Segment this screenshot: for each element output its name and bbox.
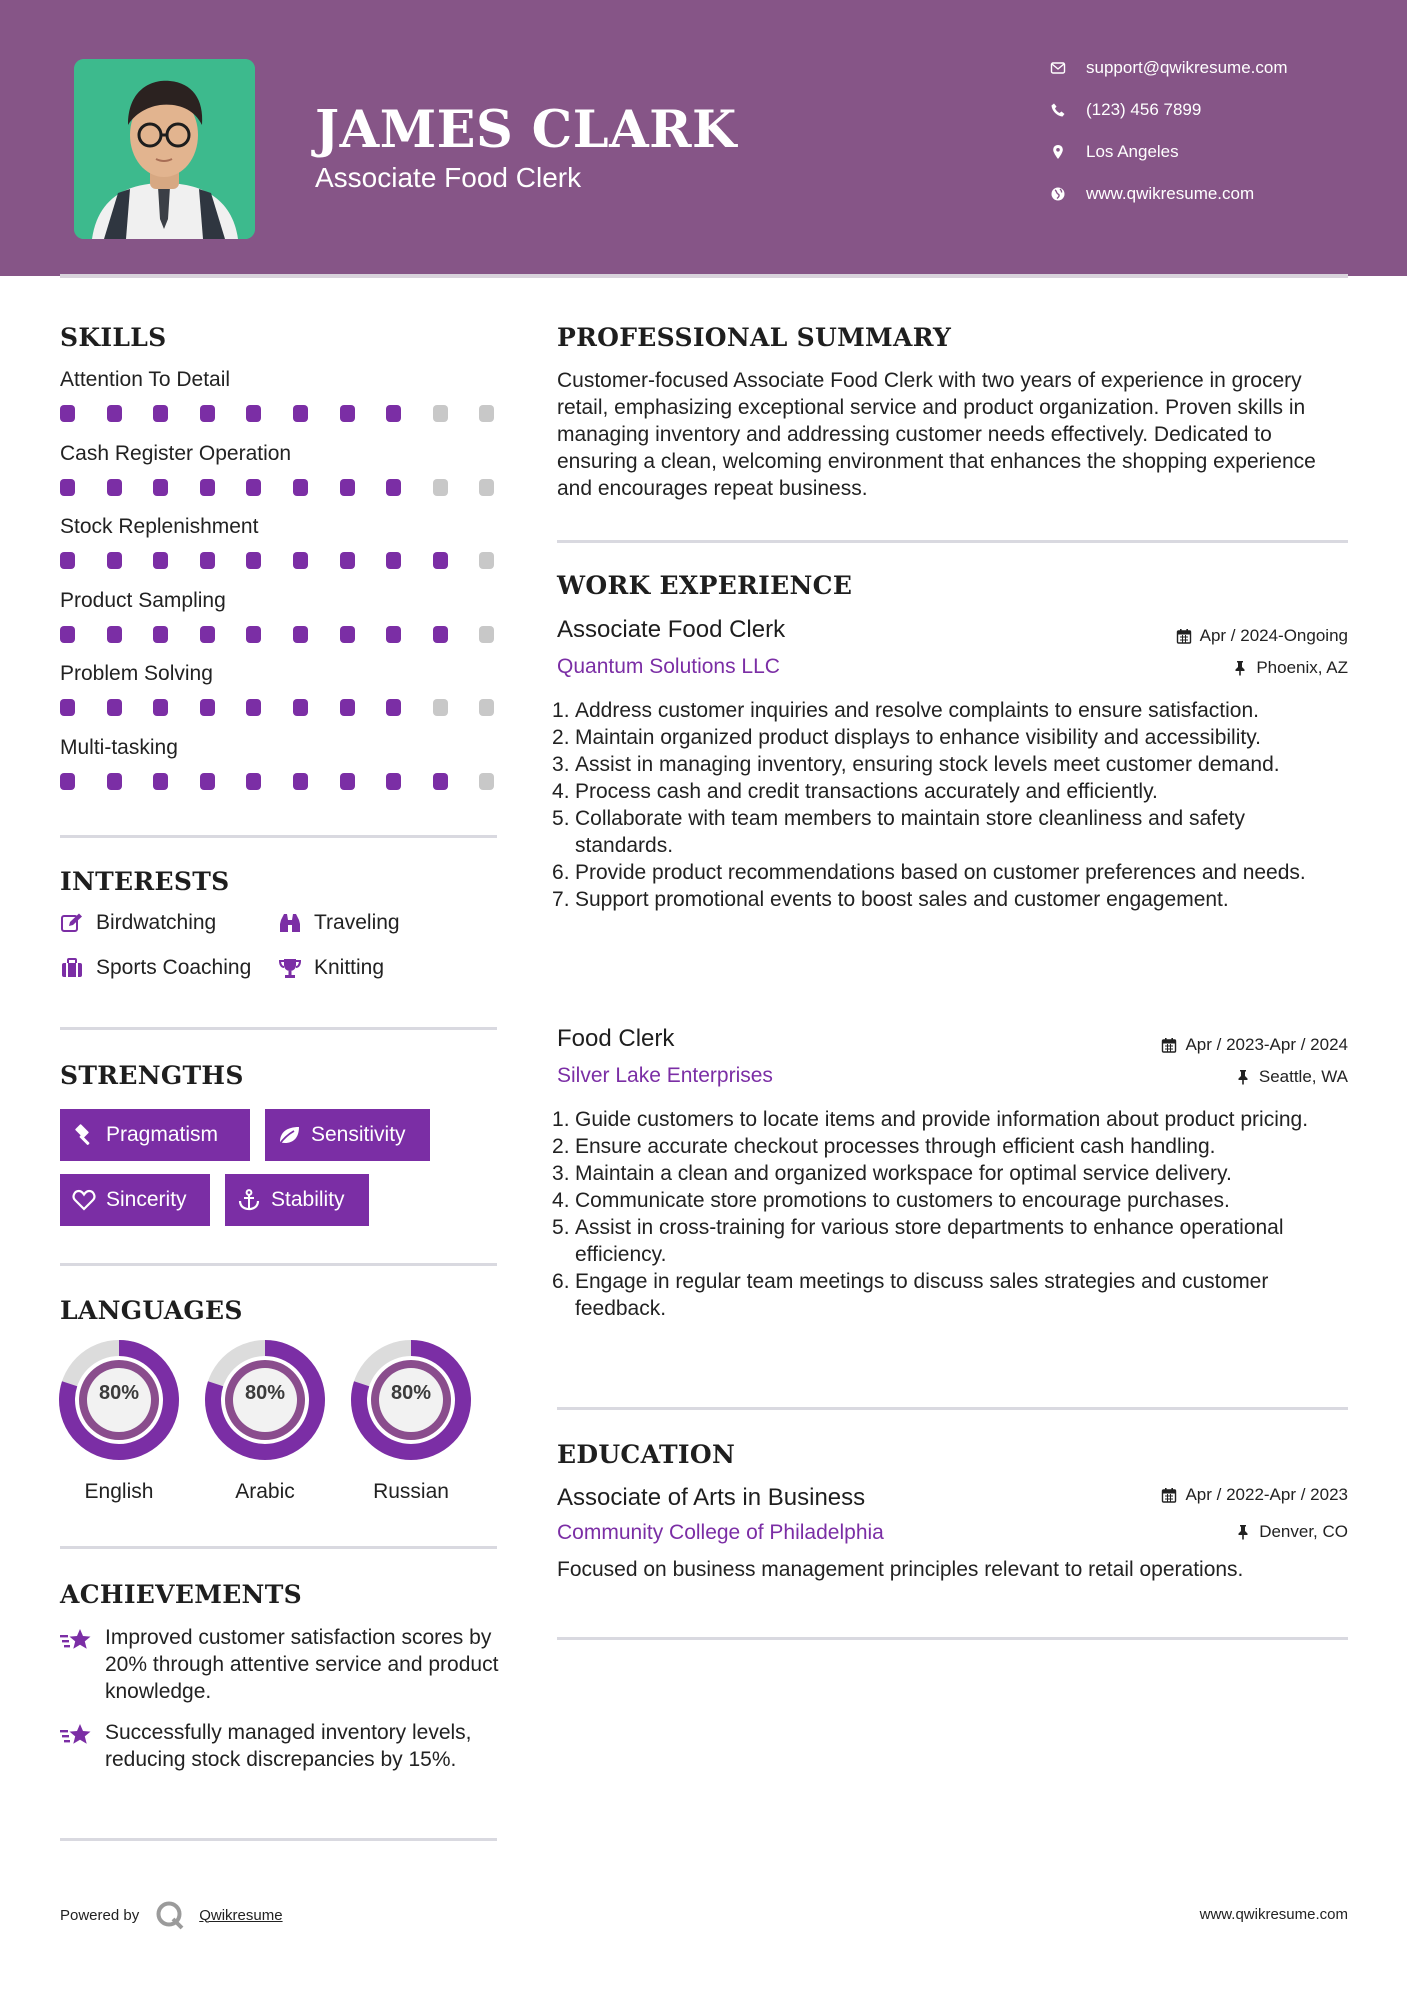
skill-rating <box>60 773 500 791</box>
calendar-icon <box>1161 1487 1177 1503</box>
skill-rating <box>60 552 500 570</box>
education-heading: EDUCATION <box>557 1440 736 1469</box>
duty-item: Guide customers to locate items and provide information about product pricing. <box>575 1108 1309 1131</box>
pushpin-icon <box>1235 1524 1251 1540</box>
skill-label: Problem Solving <box>60 662 213 685</box>
section-divider <box>60 1546 497 1549</box>
duty-item: Ensure accurate checkout processes through efficient cash handling. <box>575 1135 1216 1158</box>
job-duties <box>557 1106 1347 1322</box>
rating-dot-filled <box>153 479 168 496</box>
rating-dot-filled <box>246 773 261 790</box>
rating-dot-filled <box>200 405 215 422</box>
language-percent: 80% <box>390 1382 432 1404</box>
interest-label: Sports Coaching <box>96 956 252 979</box>
job-dates-text: Apr / 2024-Ongoing <box>1199 626 1348 645</box>
education-dates-text: Apr / 2022-Apr / 2023 <box>1185 1485 1348 1504</box>
language-item <box>203 1338 327 1513</box>
strength-label: Sensitivity <box>311 1123 406 1146</box>
rating-dot-filled <box>107 773 122 790</box>
location-text: Los Angeles <box>1086 142 1179 161</box>
envelope-icon <box>1050 60 1086 76</box>
job-location <box>1232 658 1348 678</box>
interest-label: Birdwatching <box>96 911 217 934</box>
rating-dot-filled <box>340 699 355 716</box>
achievement-item <box>60 1624 500 1705</box>
job-duties <box>557 697 1347 913</box>
achievement-text: Improved customer satisfaction scores by 20% through attentive service and product knowledge. <box>105 1626 499 1703</box>
rating-dot-filled <box>107 699 122 716</box>
rating-dot-filled <box>340 552 355 569</box>
profile-photo <box>74 59 255 239</box>
rating-dot-filled <box>107 552 122 569</box>
rating-dot-filled <box>386 405 401 422</box>
strength-stability <box>225 1174 369 1226</box>
education-description: Focused on business management principles relevant to retail operations. <box>557 1558 1244 1581</box>
anchor-icon <box>237 1189 261 1211</box>
duty-item: Communicate store promotions to customers to encourage purchases. <box>575 1189 1230 1212</box>
duty-item: Maintain a clean and organized workspace for optimal service delivery. <box>575 1162 1232 1185</box>
rating-dot-empty <box>479 552 494 569</box>
section-divider <box>60 1027 497 1030</box>
education-location-text: Denver, CO <box>1259 1522 1348 1541</box>
rating-dot-empty <box>479 626 494 643</box>
footer-website[interactable]: www.qwikresume.com <box>1199 1906 1348 1923</box>
candidate-title: Associate Food Clerk <box>315 162 582 193</box>
achievement-text: Successfully managed inventory levels, reducing stock discrepancies by 15%. <box>105 1721 472 1771</box>
rating-dot-filled <box>386 699 401 716</box>
qwikresume-logo-icon <box>155 1900 185 1930</box>
rating-dot-filled <box>293 405 308 422</box>
education-location <box>1235 1522 1348 1542</box>
rating-dot-filled <box>386 479 401 496</box>
job-company: Quantum Solutions LLC <box>557 655 780 678</box>
language-name: Arabic <box>235 1480 295 1503</box>
languages-heading: LANGUAGES <box>60 1296 243 1325</box>
phone-icon <box>1050 102 1086 118</box>
rating-dot-filled <box>60 479 75 496</box>
rating-dot-filled <box>153 552 168 569</box>
rating-dot-filled <box>246 699 261 716</box>
rating-dot-filled <box>107 626 122 643</box>
rating-dot-filled <box>433 552 448 569</box>
rating-dot-empty <box>479 773 494 790</box>
rating-dot-filled <box>60 773 75 790</box>
rating-dot-filled <box>153 626 168 643</box>
rating-dot-filled <box>293 479 308 496</box>
interest-traveling <box>278 911 400 935</box>
gavel-icon <box>72 1124 96 1146</box>
rating-dot-filled <box>60 626 75 643</box>
rating-dot-filled <box>153 699 168 716</box>
rating-dot-filled <box>107 479 122 496</box>
skill-label: Stock Replenishment <box>60 515 259 538</box>
duty-item: Provide product recommendations based on customer preferences and needs. <box>575 861 1306 884</box>
rating-dot-filled <box>293 699 308 716</box>
achievement-item <box>60 1719 500 1773</box>
rating-dot-filled <box>246 405 261 422</box>
star-award-icon <box>60 1722 92 1748</box>
language-item <box>57 1338 181 1513</box>
rating-dot-empty <box>433 405 448 422</box>
calendar-icon <box>1161 1037 1177 1053</box>
skill-rating <box>60 626 500 644</box>
pushpin-icon <box>1232 660 1248 676</box>
language-percent: 80% <box>98 1382 140 1404</box>
rating-dot-filled <box>433 773 448 790</box>
rating-dot-empty <box>479 699 494 716</box>
section-divider <box>60 1263 497 1266</box>
language-name: English <box>84 1480 154 1503</box>
rating-dot-empty <box>479 479 494 496</box>
strength-label: Stability <box>271 1188 345 1211</box>
interest-knitting <box>278 956 384 980</box>
job-title: Food Clerk <box>557 1025 675 1052</box>
rating-dot-filled <box>60 552 75 569</box>
rating-dot-filled <box>107 405 122 422</box>
section-divider <box>557 1407 1348 1410</box>
rating-dot-filled <box>386 552 401 569</box>
duty-item: Support promotional events to boost sales and customer engagement. <box>575 888 1229 911</box>
skill-label: Cash Register Operation <box>60 441 292 465</box>
rating-dot-filled <box>293 773 308 790</box>
duty-item: Engage in regular team meetings to discuss sales strategies and customer feedback. <box>575 1270 1269 1320</box>
duty-item: Assist in managing inventory, ensuring stock levels meet customer demand. <box>575 753 1280 776</box>
rating-dot-filled <box>246 626 261 643</box>
contact-phone[interactable] <box>1050 100 1390 120</box>
rating-dot-filled <box>293 552 308 569</box>
rating-dot-filled <box>340 479 355 496</box>
skill-label: Product Sampling <box>60 588 226 612</box>
rating-dot-empty <box>433 699 448 716</box>
globe-icon <box>1050 186 1086 202</box>
powered-by-text: Powered by <box>60 1906 140 1924</box>
rating-dot-filled <box>340 773 355 790</box>
brand-link[interactable]: Qwikresume <box>199 1906 283 1924</box>
duty-item: Process cash and credit transactions accurately and efficiently. <box>575 780 1158 803</box>
strength-sensitivity <box>265 1109 430 1161</box>
skills-heading: SKILLS <box>60 323 167 352</box>
resume-header <box>0 0 1407 276</box>
job-title: Associate Food Clerk <box>557 616 786 643</box>
star-award-icon <box>60 1627 92 1653</box>
rating-dot-filled <box>200 552 215 569</box>
interest-sports-coaching <box>60 956 251 980</box>
rating-dot-filled <box>200 626 215 643</box>
duty-item: Collaborate with team members to maintain store cleanliness and safety standards. <box>575 807 1245 857</box>
rating-dot-filled <box>293 626 308 643</box>
map-pin-icon <box>1050 144 1086 160</box>
rating-dot-filled <box>340 405 355 422</box>
language-item <box>349 1338 473 1513</box>
duty-item: Assist in cross-training for various store departments to enhance operational efficiency. <box>575 1216 1284 1266</box>
summary-heading: PROFESSIONAL SUMMARY <box>557 323 952 352</box>
strength-label: Sincerity <box>106 1188 187 1211</box>
language-name: Russian <box>373 1480 449 1503</box>
strengths-heading: STRENGTHS <box>60 1061 244 1090</box>
summary-text: Customer-focused Associate Food Clerk with two years of experience in grocery retail, emphasizing exceptional service and product organization. Proven skills in managing inventory and addressing customer needs effectively. Dedicated to ensuring a clean, welcoming environment that enhances the shopping experience and encourages repeat business. <box>557 369 1316 500</box>
header-divider <box>60 274 1348 278</box>
leaf-icon <box>277 1124 301 1146</box>
rating-dot-empty <box>479 405 494 422</box>
suitcase-icon <box>60 957 84 979</box>
skill-rating <box>60 405 500 423</box>
section-divider <box>60 1838 497 1841</box>
job-location-text: Phoenix, AZ <box>1256 658 1348 677</box>
rating-dot-filled <box>340 626 355 643</box>
strength-pragmatism <box>60 1109 250 1161</box>
calendar-icon <box>1176 628 1192 644</box>
rating-dot-filled <box>60 699 75 716</box>
rating-dot-filled <box>200 699 215 716</box>
job-location <box>1235 1067 1348 1087</box>
section-divider <box>60 835 497 838</box>
rating-dot-filled <box>200 479 215 496</box>
interest-birdwatching <box>60 911 216 935</box>
rating-dot-filled <box>153 773 168 790</box>
duty-item: Maintain organized product displays to enhance visibility and accessibility. <box>575 726 1261 749</box>
degree-title: Associate of Arts in Business <box>557 1484 866 1511</box>
skill-label: Attention To Detail <box>60 368 231 391</box>
trophy-icon <box>278 957 302 979</box>
job-dates <box>1161 1035 1348 1055</box>
achievements-heading: ACHIEVEMENTS <box>60 1580 302 1609</box>
rating-dot-filled <box>60 405 75 422</box>
rating-dot-filled <box>246 479 261 496</box>
edit-icon <box>60 912 84 934</box>
interests-heading: INTERESTS <box>60 867 230 896</box>
job-company: Silver Lake Enterprises <box>557 1064 773 1087</box>
rating-dot-empty <box>433 479 448 496</box>
email-text: support@qwikresume.com <box>1086 58 1288 77</box>
strength-sincerity <box>60 1174 210 1226</box>
duty-item: Address customer inquiries and resolve complaints to ensure satisfaction. <box>575 699 1259 722</box>
contact-location[interactable] <box>1050 142 1390 162</box>
footer-powered-by <box>60 1900 283 1930</box>
candidate-name: JAMES CLARK <box>315 100 737 160</box>
job-dates-text: Apr / 2023-Apr / 2024 <box>1185 1035 1348 1054</box>
rating-dot-filled <box>386 773 401 790</box>
rating-dot-filled <box>153 405 168 422</box>
interest-label: Traveling <box>314 911 400 934</box>
rating-dot-filled <box>200 773 215 790</box>
contact-email[interactable] <box>1050 58 1390 78</box>
website-text: www.qwikresume.com <box>1086 184 1255 203</box>
section-divider <box>557 1637 1348 1640</box>
pushpin-icon <box>1235 1069 1251 1085</box>
skill-rating <box>60 479 500 497</box>
school-name: Community College of Philadelphia <box>557 1521 884 1544</box>
job-location-text: Seattle, WA <box>1258 1067 1348 1086</box>
section-divider <box>557 540 1348 543</box>
skill-rating <box>60 699 500 717</box>
skill-label: Multi-tasking <box>60 735 178 759</box>
rating-dot-filled <box>386 626 401 643</box>
phone-text: (123) 456 7899 <box>1086 100 1202 119</box>
strength-label: Pragmatism <box>106 1123 219 1146</box>
rating-dot-filled <box>246 552 261 569</box>
education-dates <box>1161 1485 1348 1505</box>
rating-dot-filled <box>433 626 448 643</box>
language-percent: 80% <box>244 1382 286 1404</box>
experience-heading: WORK EXPERIENCE <box>557 571 853 600</box>
job-dates <box>1176 626 1348 646</box>
contact-website[interactable] <box>1050 184 1390 204</box>
interest-label: Knitting <box>314 956 385 979</box>
binoculars-icon <box>278 912 302 934</box>
heart-icon <box>72 1189 96 1211</box>
